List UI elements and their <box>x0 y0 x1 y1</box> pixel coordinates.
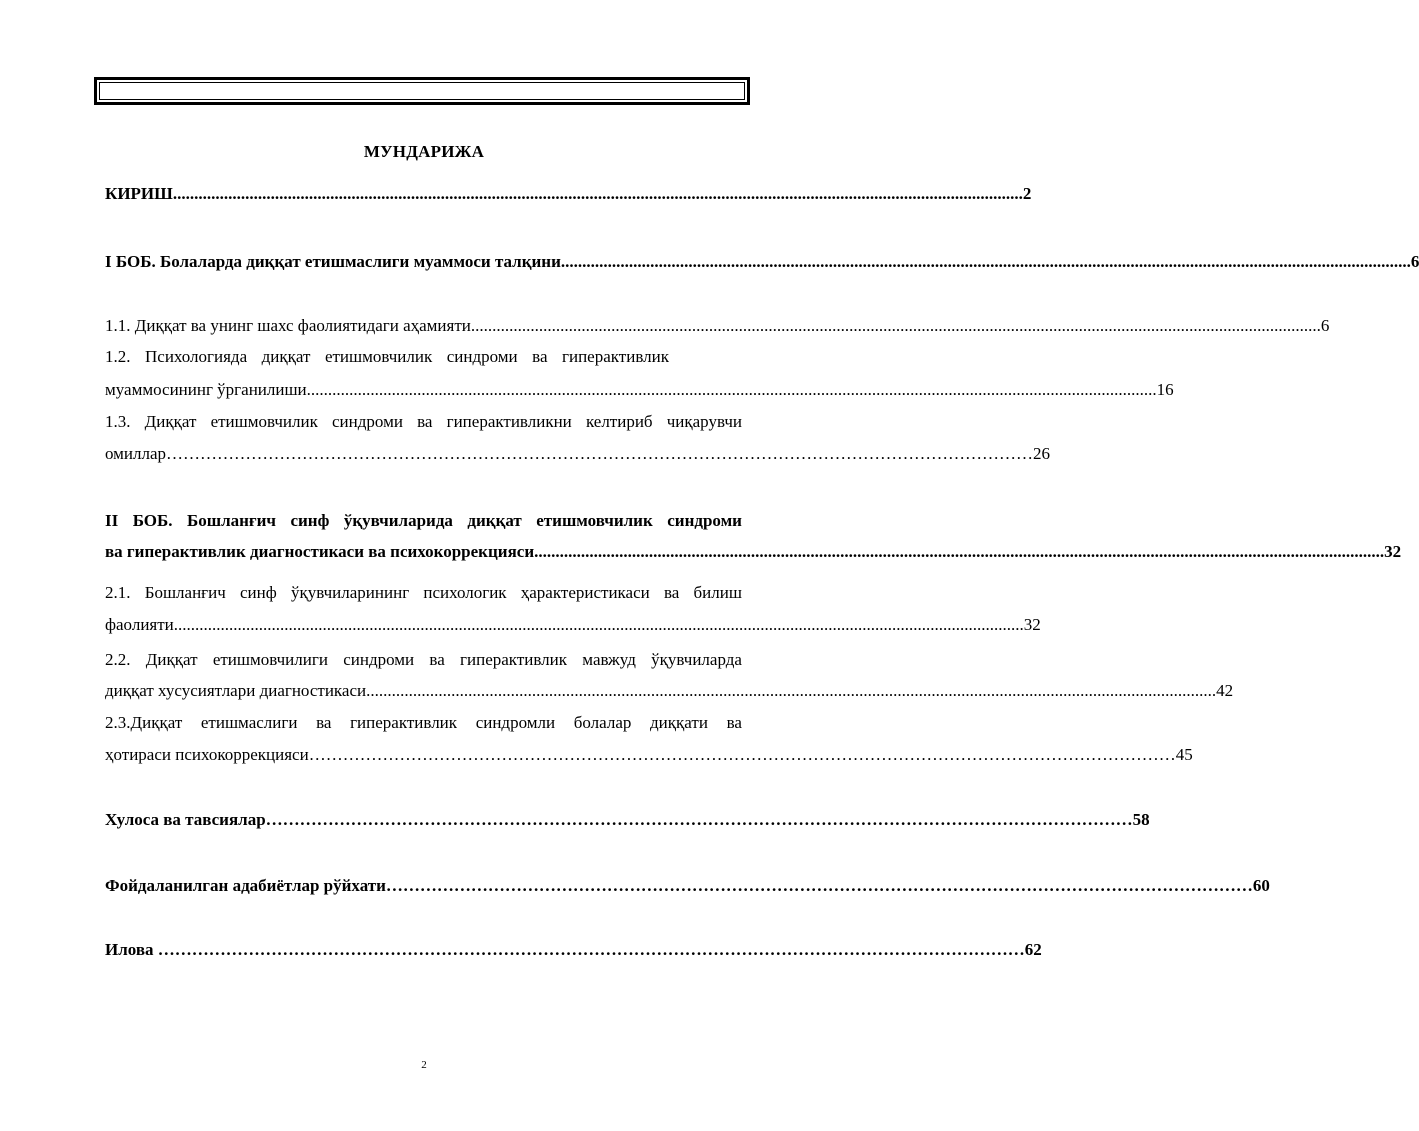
toc-entry-text: омиллар <box>105 444 167 463</box>
word: диққати <box>650 713 708 732</box>
word: БОБ. <box>132 511 173 530</box>
toc-entry-section-1-3-line1 <box>105 412 742 432</box>
toc-entry-text: КИРИШ <box>105 184 173 203</box>
toc-entry-section-1-2 <box>105 380 1174 400</box>
page-number: 2 <box>421 1059 427 1071</box>
leader-dots: ........................................................................................................................................................................................................ <box>560 252 1411 271</box>
toc-entry-text: диққат хусусиятлари диагностикаси <box>105 681 367 700</box>
toc-entry-section-1-2-line1 <box>105 347 669 367</box>
leader-dots: ........................................................................................................................................................................................................ <box>470 316 1321 335</box>
word: Диққат <box>145 650 198 669</box>
word: етишмаслиги <box>200 713 298 732</box>
toc-entry-page: 6 <box>1410 252 1419 271</box>
header-frame-inner <box>99 82 745 100</box>
word: II <box>105 511 119 530</box>
word: ва <box>429 650 445 669</box>
toc-entry-page: 6 <box>1320 316 1330 335</box>
word: етишмовчилиги <box>212 650 328 669</box>
toc-entry-page: 45 <box>1175 745 1193 764</box>
toc-entry-text: Илова <box>105 940 154 959</box>
word: синдроми <box>446 347 518 366</box>
toc-entry-page: 16 <box>1156 380 1174 399</box>
word: психологик <box>423 583 507 602</box>
toc-entry-page: 58 <box>1132 810 1150 829</box>
toc-entry-page: 2 <box>1022 184 1032 203</box>
word: синдроми <box>332 412 403 431</box>
word: гиперактивликни <box>446 412 572 431</box>
word: ҳарактеристикаси <box>520 583 650 602</box>
toc-entry-page: 42 <box>1216 681 1234 700</box>
toc-entry-appendix <box>105 940 1042 960</box>
toc-entry-text: ва гиперактивлик диагностикаси ва психокоррекцияси <box>105 542 535 561</box>
word: гиперактивлик <box>562 347 669 366</box>
leader-dots: ........................................................................................................................................................................................................ <box>173 615 1024 634</box>
leader-dots: ........................................................................................................................................................................................................ <box>306 380 1157 399</box>
header-frame <box>94 77 750 105</box>
leader-dots: ……………………………………………………………………………………………………………………………………… <box>265 810 1133 829</box>
word: ўқувчиларининг <box>290 583 410 602</box>
toc-entry-text: Фойдаланилган адабиётлар рўйхати <box>105 876 386 895</box>
word: 2.1. <box>105 583 131 602</box>
toc-entry-section-2-2 <box>105 681 1234 701</box>
word: ўқувчиларида <box>343 511 453 530</box>
leader-dots: ........................................................................................................................................................................................................ <box>534 542 1385 561</box>
toc-entry-section-2-1-line1 <box>105 583 742 603</box>
toc-entry-chapter-2 <box>105 542 1402 562</box>
toc-entry-intro <box>105 184 1032 204</box>
word: келтириб <box>585 412 653 431</box>
toc-entry-section-1-1 <box>105 316 1330 336</box>
toc-entry-text: муаммосининг ўрганилиши <box>105 380 307 399</box>
word: синдромли <box>475 713 556 732</box>
word: синдроми <box>343 650 415 669</box>
word: ва <box>532 347 548 366</box>
toc-entry-page: 32 <box>1023 615 1041 634</box>
leader-dots: ……………………………………………………………………………………………………………………………………… <box>166 444 1034 463</box>
toc-entry-page: 26 <box>1033 444 1051 463</box>
toc-entry-text: ҳотираси психокоррекцияси <box>105 745 309 764</box>
toc-entry-conclusion <box>105 810 1150 830</box>
word: билиш <box>693 583 742 602</box>
leader-dots: ……………………………………………………………………………………………………………………………………… <box>308 745 1176 764</box>
word: етишмовчилик <box>210 412 318 431</box>
toc-entry-references <box>105 876 1270 896</box>
word: Психологияда <box>145 347 248 366</box>
word: гиперактивлик <box>460 650 568 669</box>
leader-dots: ……………………………………………………………………………………………………………………………………… <box>153 940 1025 959</box>
word: Диққат <box>144 412 197 431</box>
word: 1.2. <box>105 347 131 366</box>
word: 1.3. <box>105 412 131 431</box>
word: ва <box>316 713 332 732</box>
toc-entry-section-2-2-line1 <box>105 650 742 670</box>
word: чиқарувчи <box>666 412 742 431</box>
word: етишмовчилик <box>324 347 433 366</box>
toc-entry-text: 1.1. Диққат ва унинг шахс фаолиятидаги аҳамияти <box>105 316 471 335</box>
word: етишмовчилик <box>536 511 653 530</box>
word: синф <box>240 583 277 602</box>
toc-entry-text: I БОБ. Болаларда диққат етишмаслиги муаммоси талқини <box>105 252 561 271</box>
word: мавжуд <box>582 650 636 669</box>
toc-entry-page: 32 <box>1384 542 1402 561</box>
toc-entry-section-2-3 <box>105 745 1193 765</box>
word: синф <box>290 511 330 530</box>
word: диққат <box>467 511 522 530</box>
word: Бошланғич <box>186 511 277 530</box>
leader-dots: ........................................................................................................................................................................................................ <box>366 681 1217 700</box>
word: синдроми <box>667 511 742 530</box>
leader-dots: ........................................................................................................................................................................................................ <box>172 184 1023 203</box>
toc-entry-section-1-3 <box>105 444 1051 464</box>
toc-entry-chapter-2-line1 <box>105 511 742 531</box>
leader-dots: ……………………………………………………………………………………………………………………………………… <box>385 876 1253 895</box>
word: болалар <box>573 713 632 732</box>
toc-title: МУНДАРИЖА <box>363 142 485 161</box>
word: 2.2. <box>105 650 131 669</box>
word: ва <box>726 713 742 732</box>
toc-entry-section-2-1 <box>105 615 1041 635</box>
toc-entry-chapter-1 <box>105 252 1419 272</box>
toc-entry-text: Хулоса ва тавсиялар <box>105 810 266 829</box>
word: Бошланғич <box>144 583 226 602</box>
toc-entry-page: 62 <box>1024 940 1042 959</box>
toc-entry-section-2-3-line1 <box>105 713 742 733</box>
toc-entry-page: 60 <box>1252 876 1270 895</box>
word: гиперактивлик <box>350 713 458 732</box>
word: ва <box>663 583 680 602</box>
word: диққат <box>261 347 311 366</box>
word: ва <box>417 412 433 431</box>
word: 2.3.Диққат <box>105 713 183 732</box>
word: ўқувчиларда <box>651 650 742 669</box>
toc-entry-text: фаолияти <box>105 615 174 634</box>
